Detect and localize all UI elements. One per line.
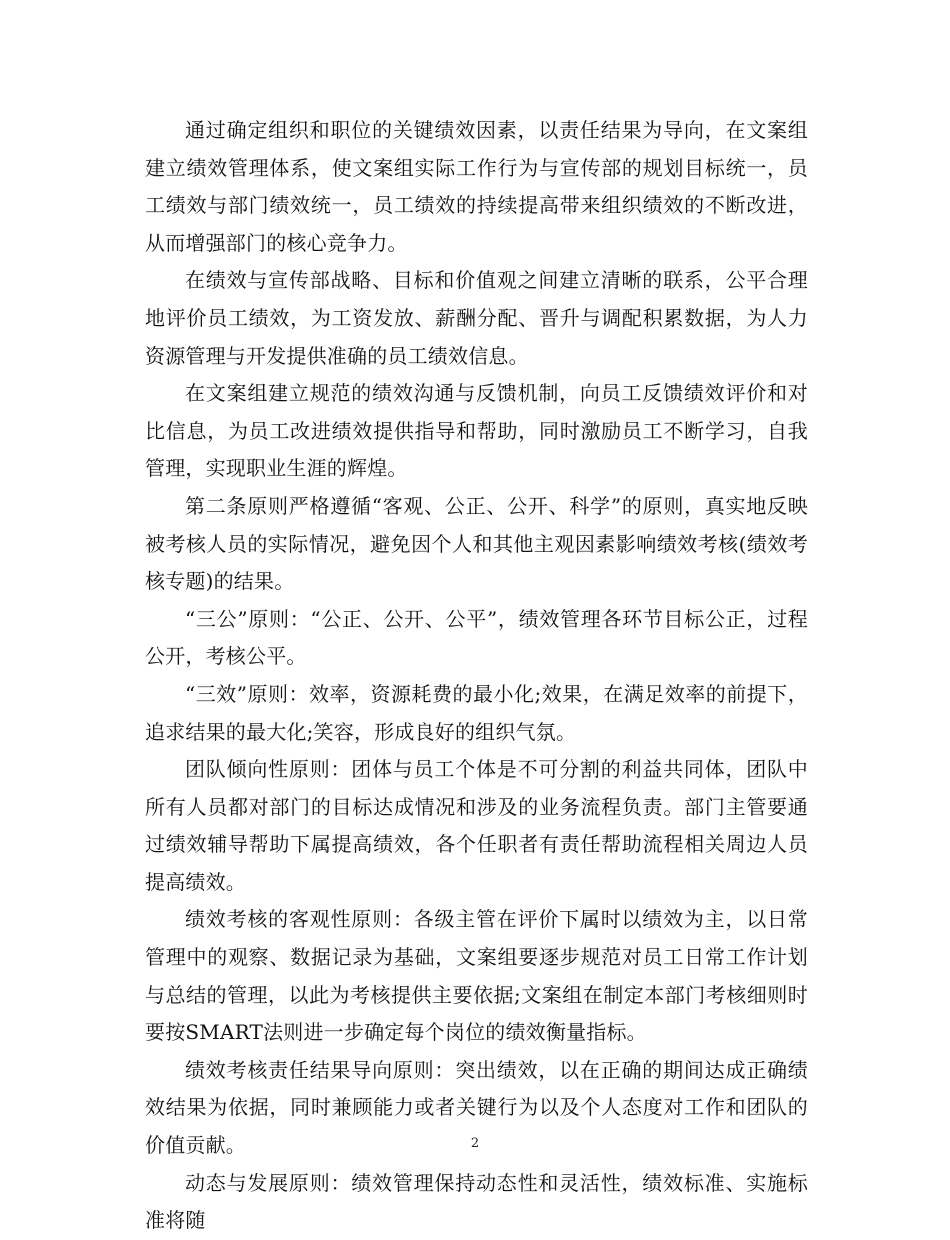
paragraph-objective-system: 通过确定组织和职位的关键绩效因素，以责任结果为导向，在文案组建立绩效管理体系，使文案组实际工作行为与宣传部的规划目标统一，员工绩效与部门绩效统一，员工绩效的持续提高带来组织绩效的不断改进，从而增强部门的核心竞争力。 xyxy=(145,118,808,255)
paragraph-feedback-mechanism: 在文案组建立规范的绩效沟通与反馈机制，向员工反馈绩效评价和对比信息，为员工改进绩效提供指导和帮助，同时激励员工不断学习，自我管理，实现职业生涯的辉煌。 xyxy=(145,381,808,481)
document-body xyxy=(145,112,808,1240)
paragraph-result-orientation: 绩效考核责任结果导向原则：突出绩效，以在正确的期间达成正确绩效结果为依据，同时兼顾能力或者关键行为以及个人态度对工作和团队的价值贡献。 xyxy=(145,1057,808,1158)
paragraph-objectivity: 绩效考核的客观性原则：各级主管在评价下属时以绩效为主，以日常管理中的观察、数据记录为基础，文案组要逐步规范对员工日常工作计划与总结的管理，以此为考核提供主要依据;文案组在制定本部门考核细则时要按SMART法则进一步确定每个岗位的绩效衡量指标。 xyxy=(145,907,808,1045)
paragraph-dynamic-development: 动态与发展原则：绩效管理保持动态性和灵活性，绩效标准、实施标准将随 xyxy=(145,1170,808,1233)
page-number: 2 xyxy=(470,1136,480,1151)
paragraph-three-effectiveness: “三效”原则：效率，资源耗费的最小化;效果，在满足效率的前提下，追求结果的最大化;笑容，形成良好的组织气氛。 xyxy=(145,681,808,744)
paragraph-three-fairness: “三公”原则：“公正、公开、公平”，绩效管理各环节目标公正，过程公开，考核公平。 xyxy=(145,606,808,669)
paragraph-article-two-principles: 第二条原则严格遵循“客观、公正、公开、科学”的原则，真实地反映被考核人员的实际情况，避免因个人和其他主观因素影响绩效考核(绩效考核专题)的结果。 xyxy=(145,493,808,594)
paragraph-strategy-link: 在绩效与宣传部战略、目标和价值观之间建立清晰的联系，公平合理地评价员工绩效，为工资发放、薪酬分配、晋升与调配积累数据，为人力资源管理与开发提供准确的员工绩效信息。 xyxy=(145,268,808,368)
paragraph-team-orientation: 团队倾向性原则：团体与员工个体是不可分割的利益共同体，团队中所有人员都对部门的目标达成情况和涉及的业务流程负责。部门主管要通过绩效辅导帮助下属提高绩效，各个任职者有责任帮助流程相关周边人员提高绩效。 xyxy=(145,757,808,894)
